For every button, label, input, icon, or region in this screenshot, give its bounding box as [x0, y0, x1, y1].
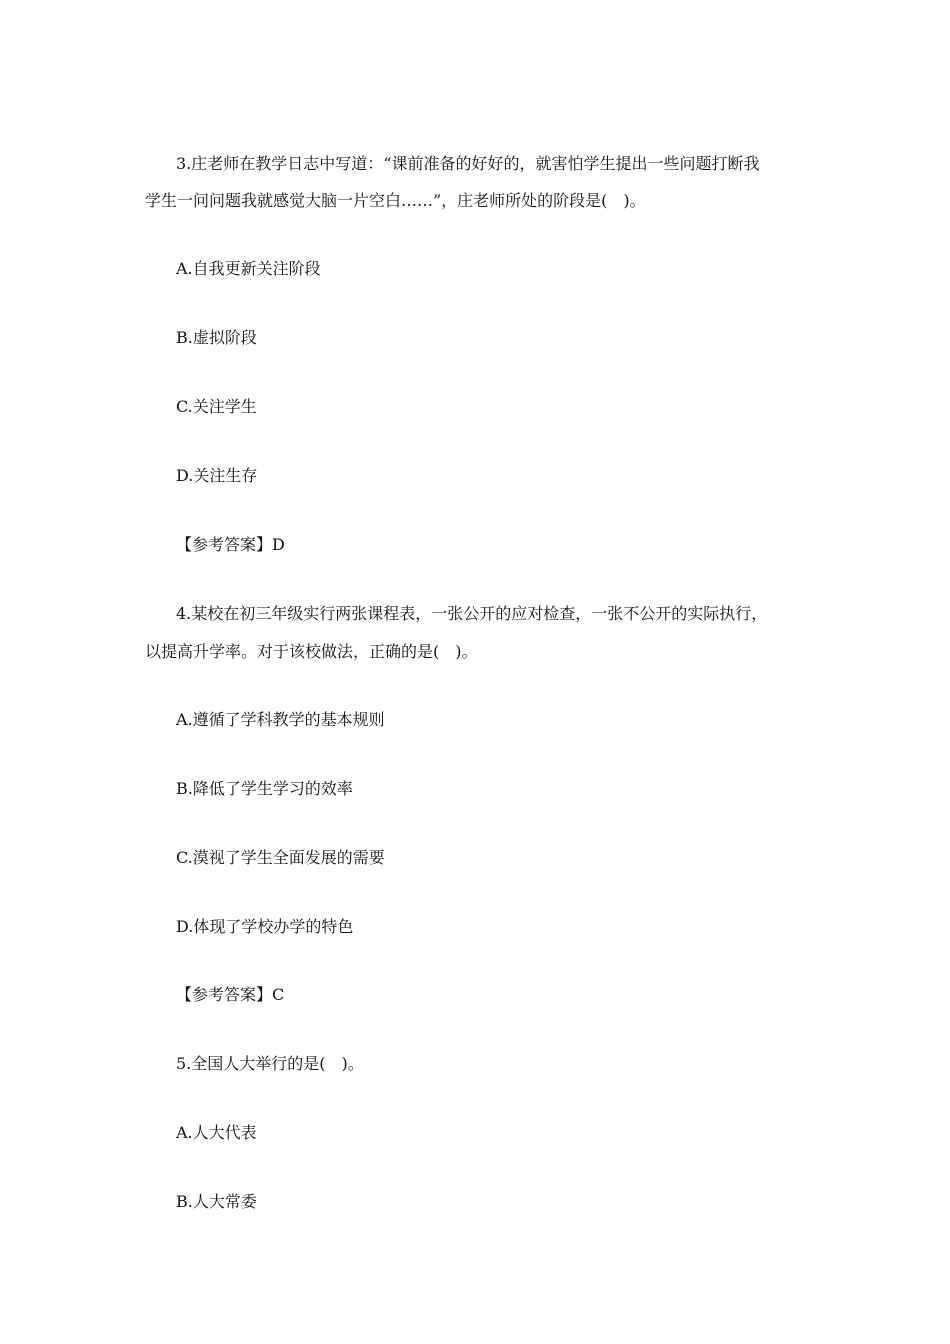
question-3-option-c: C.关注学生: [176, 397, 257, 416]
question-3-option-a: A.自我更新关注阶段: [176, 259, 321, 278]
question-4-option-b: B.降低了学生学习的效率: [176, 779, 353, 798]
question-3-answer: 【参考答案】D: [176, 535, 285, 554]
question-4-option-a: A.遵循了学科教学的基本规则: [176, 710, 385, 729]
question-4-stem-line-2: 以提高升学率。对于该校做法，正确的是( )。: [145, 642, 478, 661]
question-3-option-b: B.虚拟阶段: [176, 328, 257, 347]
question-5-stem-line-1: 5.全国人大举行的是( )。: [176, 1054, 364, 1073]
question-3-stem-line-1: 3.庄老师在教学日志中写道：“课前准备的好好的，就害怕学生提出一些问题打断我: [176, 154, 760, 173]
question-3-stem-line-2: 学生一问问题我就感觉大脑一片空白……”，庄老师所处的阶段是( )。: [145, 191, 646, 210]
question-3-option-d: D.关注生存: [176, 466, 258, 485]
question-4-option-c: C.漠视了学生全面发展的需要: [176, 848, 385, 867]
question-4-stem-line-1: 4.某校在初三年级实行两张课程表，一张公开的应对检查，一张不公开的实际执行，: [176, 604, 768, 623]
question-4-option-d: D.体现了学校办学的特色: [176, 917, 354, 936]
question-5-option-b: B.人大常委: [176, 1192, 257, 1211]
question-5-option-a: A.人大代表: [176, 1123, 257, 1142]
question-4-answer: 【参考答案】C: [176, 985, 285, 1004]
